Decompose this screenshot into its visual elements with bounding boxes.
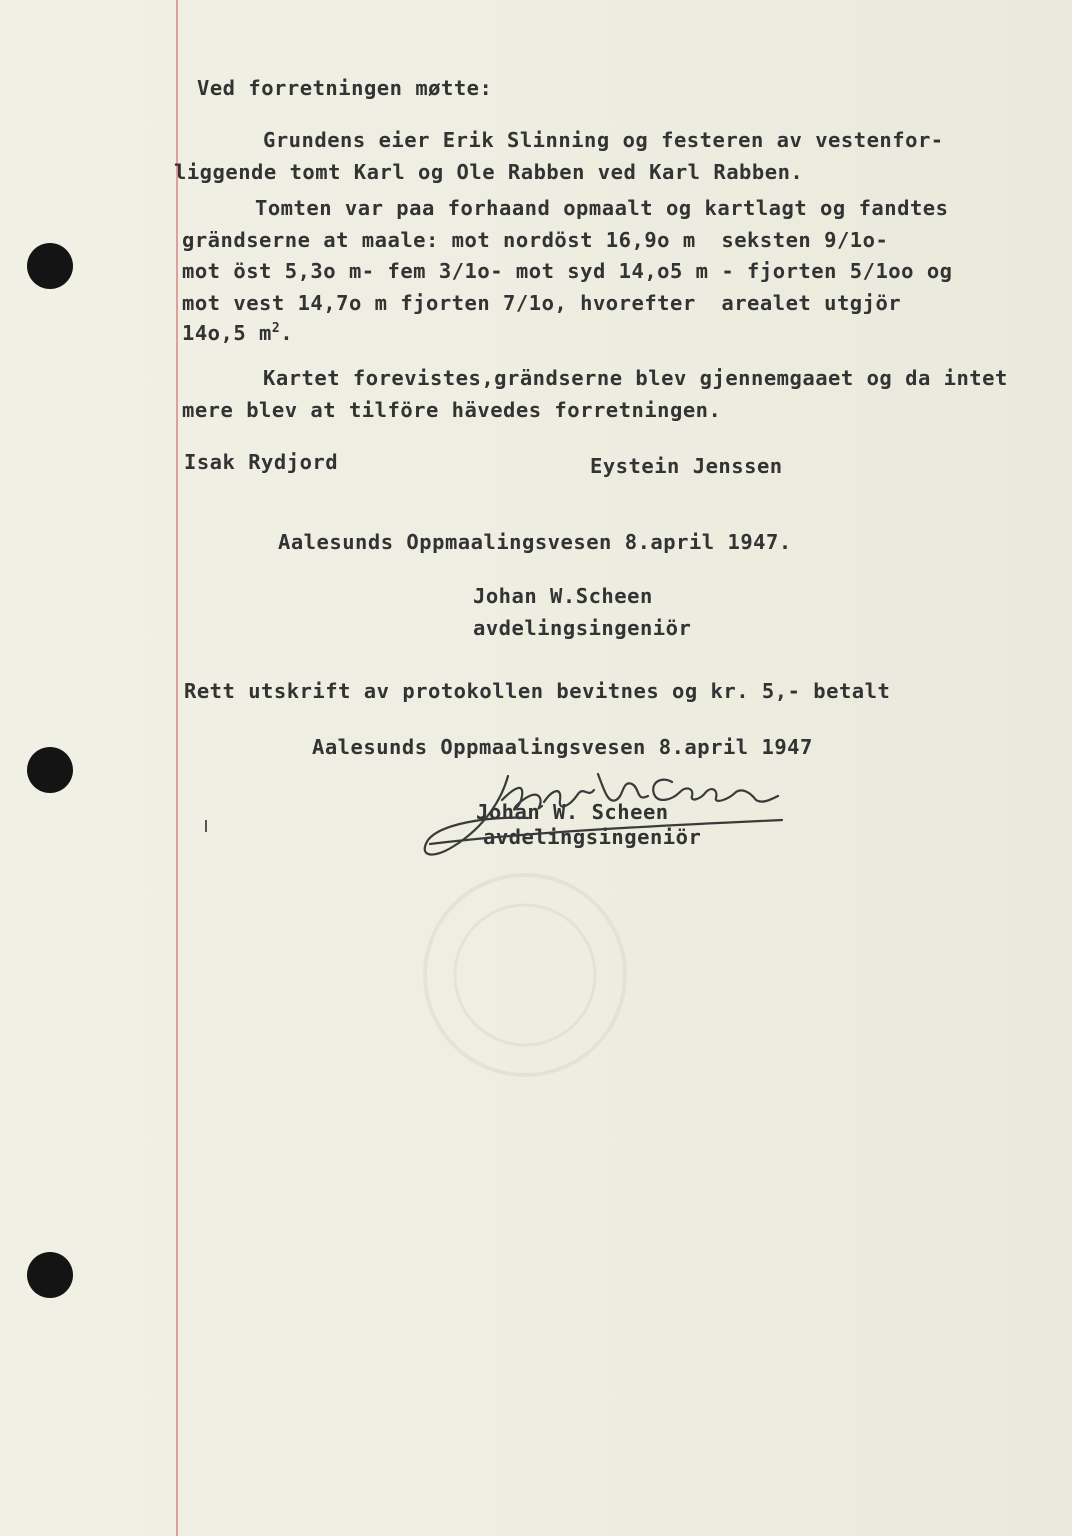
para1-line1: Grundens eier Erik Slinning og festeren av vestenfor- — [263, 128, 944, 152]
red-margin-line — [176, 0, 178, 1536]
punch-hole-bottom — [27, 1252, 73, 1298]
para3-line1: Kartet forevistes,grändserne blev gjennemgaaet og da intet — [263, 366, 1008, 390]
para2-line3: mot öst 5,3o m- fem 3/1o- mot syd 14,o5 m - fjorten 5/1oo og — [182, 259, 953, 283]
signer-name-2: Johan W. Scheen — [476, 800, 669, 824]
para2-line2: grändserne at maale: mot nordöst 16,9o m seksten 9/1o- — [182, 228, 889, 252]
faint-stamp-impression — [415, 865, 635, 1085]
place-date-2: Aalesunds Oppmaalingsvesen 8.april 1947 — [312, 735, 813, 759]
signer-name-1: Johan W.Scheen — [473, 584, 653, 608]
para1-line2: liggende tomt Karl og Ole Rabben ved Karl Rabben. — [174, 160, 804, 184]
certification-line: Rett utskrift av protokollen bevitnes og kr. 5,- betalt — [184, 679, 891, 703]
heading: Ved forretningen møtte: — [197, 76, 493, 100]
signer-title-2: avdelingsingeniör — [483, 825, 702, 849]
handwritten-signature — [410, 760, 790, 870]
punch-hole-top — [27, 243, 73, 289]
witness-left: Isak Rydjord — [184, 450, 339, 474]
para3-line2: mere blev at tilföre hävedes forretningen. — [182, 398, 722, 422]
para2-line1: Tomten var paa forhaand opmaalt og kartlagt og fandtes — [255, 196, 949, 220]
area-value: 14o,5 m — [182, 321, 272, 345]
witness-right: Eystein Jenssen — [590, 454, 783, 478]
para2-line4: mot vest 14,7o m fjorten 7/1o, hvorefter arealet utgjör — [182, 291, 902, 315]
margin-tick-mark — [205, 820, 207, 832]
area-superscript: 2 — [271, 321, 281, 337]
place-date-1: Aalesunds Oppmaalingsvesen 8.april 1947. — [278, 530, 792, 554]
area-end: . — [280, 321, 294, 345]
signer-title-1: avdelingsingeniör — [473, 616, 692, 640]
area-line — [182, 321, 293, 345]
punch-hole-middle — [27, 747, 73, 793]
